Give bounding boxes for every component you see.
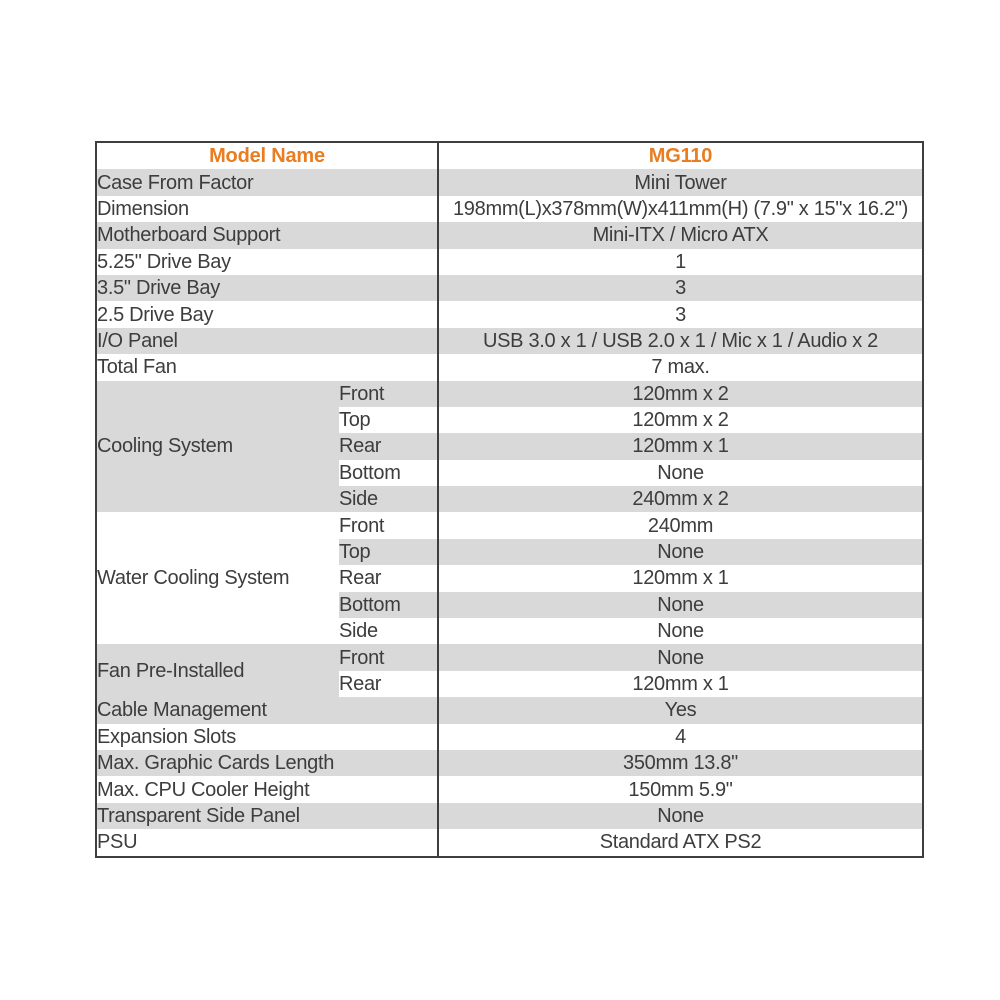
position-label: Rear [339, 671, 438, 697]
spec-value: 3 [438, 301, 923, 327]
spec-value: 150mm 5.9" [438, 776, 923, 802]
spec-label: Total Fan [96, 354, 438, 380]
table-row [96, 328, 923, 354]
spec-value: None [438, 618, 923, 644]
spec-label: Motherboard Support [96, 222, 438, 248]
spec-value: 7 max. [438, 354, 923, 380]
spec-value: Mini Tower [438, 169, 923, 195]
group-label-water-cooling-system: Water Cooling System [96, 512, 339, 644]
position-label: Rear [339, 565, 438, 591]
position-label: Front [339, 512, 438, 538]
table-row [96, 697, 923, 723]
group-label-cooling-system: Cooling System [96, 381, 339, 513]
spec-label: Cable Management [96, 697, 438, 723]
group-label-fan-pre-installed: Fan Pre-Installed [96, 644, 339, 697]
table-row [96, 275, 923, 301]
spec-value: 3 [438, 275, 923, 301]
position-label: Side [339, 618, 438, 644]
spec-label: Max. Graphic Cards Length [96, 750, 438, 776]
position-label: Rear [339, 433, 438, 459]
spec-value: 240mm [438, 512, 923, 538]
spec-value: 350mm 13.8" [438, 750, 923, 776]
spec-label: I/O Panel [96, 328, 438, 354]
table-row [96, 776, 923, 802]
position-label: Side [339, 486, 438, 512]
table-row [96, 724, 923, 750]
spec-value: Mini-ITX / Micro ATX [438, 222, 923, 248]
spec-label: 3.5" Drive Bay [96, 275, 438, 301]
spec-value: None [438, 539, 923, 565]
spec-label: 2.5 Drive Bay [96, 301, 438, 327]
table-row [96, 222, 923, 248]
spec-value: 120mm x 1 [438, 565, 923, 591]
spec-label: Case From Factor [96, 169, 438, 195]
table-row [96, 249, 923, 275]
position-label: Front [339, 644, 438, 670]
table-row [96, 381, 923, 407]
spec-value: 120mm x 2 [438, 381, 923, 407]
spec-value: 1 [438, 249, 923, 275]
table-row [96, 644, 923, 670]
header-model-number: MG110 [438, 142, 923, 169]
spec-value: 240mm x 2 [438, 486, 923, 512]
header-model-name: Model Name [96, 142, 438, 169]
spec-value: USB 3.0 x 1 / USB 2.0 x 1 / Mic x 1 / Audio x 2 [438, 328, 923, 354]
spec-value: 4 [438, 724, 923, 750]
table-row [96, 301, 923, 327]
spec-value: 120mm x 1 [438, 671, 923, 697]
spec-value: None [438, 592, 923, 618]
spec-label: PSU [96, 829, 438, 856]
table-row [96, 829, 923, 856]
spec-label: 5.25" Drive Bay [96, 249, 438, 275]
table-row [96, 196, 923, 222]
spec-value: 120mm x 1 [438, 433, 923, 459]
spec-value: 198mm(L)x378mm(W)x411mm(H) (7.9" x 15"x 16.2") [438, 196, 923, 222]
table-row [96, 512, 923, 538]
position-label: Top [339, 407, 438, 433]
table-row [96, 354, 923, 380]
position-label: Bottom [339, 460, 438, 486]
position-label: Front [339, 381, 438, 407]
spec-label: Max. CPU Cooler Height [96, 776, 438, 802]
table-row [96, 803, 923, 829]
position-label: Bottom [339, 592, 438, 618]
spec-value: None [438, 803, 923, 829]
table-header-row [96, 142, 923, 169]
spec-label: Transparent Side Panel [96, 803, 438, 829]
spec-value: None [438, 460, 923, 486]
spec-label: Dimension [96, 196, 438, 222]
table-row [96, 169, 923, 195]
spec-value: Standard ATX PS2 [438, 829, 923, 856]
spec-table [95, 141, 924, 858]
spec-value: 120mm x 2 [438, 407, 923, 433]
table-row [96, 750, 923, 776]
spec-label: Expansion Slots [96, 724, 438, 750]
spec-value: Yes [438, 697, 923, 723]
spec-value: None [438, 644, 923, 670]
position-label: Top [339, 539, 438, 565]
